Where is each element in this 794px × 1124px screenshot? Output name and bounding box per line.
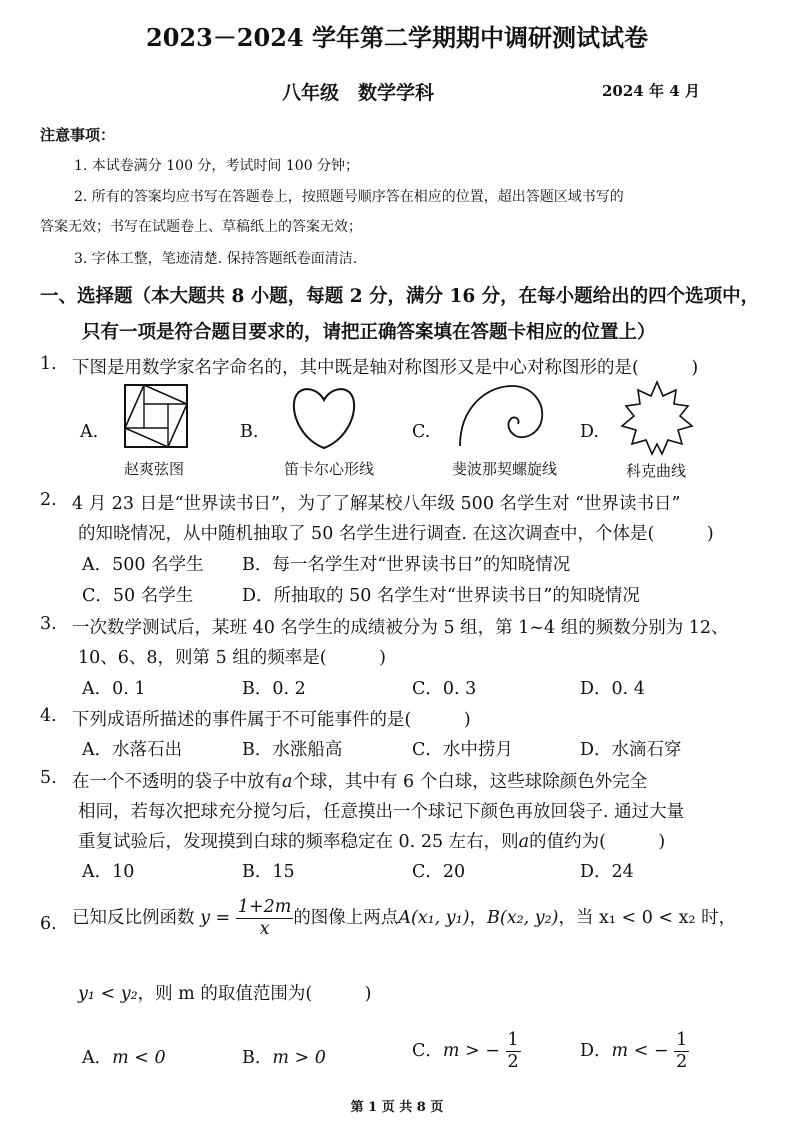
question-6-line2 [78,980,371,1005]
q5-line3-start: 重复试验后，发现摸到白球的频率稳定在 0. 25 左右，则 [78,832,519,852]
koch-snowflake-icon [620,380,694,460]
section-heading-line2: 只有一项是符合题目要求的，请把正确答案填在答题卡相应的位置上） [82,322,656,343]
q6-option-b [242,1044,326,1069]
q6-intro: 已知反比例函数 [72,908,195,928]
page-footer: 第 1 页 共 8 页 [350,1100,444,1115]
q3-option-b: B．0. 2 [242,679,306,699]
q5-option-c: C．20 [412,862,466,882]
fraction-numerator: 1 [676,1030,688,1050]
q6-option-c-fraction [506,1030,521,1073]
question-2-line1: 4 月 23 日是“世界读书日”，为了了解某校八年级 500 名学生对 “世界读书日” [72,494,681,514]
q3-option-a: A．0. 1 [82,679,146,699]
cardioid-curve-icon [292,384,356,450]
q6-option-a-label: A． [82,1048,113,1068]
question-number: 4. [40,706,57,726]
q4-option-b: B．水涨船高 [242,740,343,760]
q5-option-d: D．24 [580,862,634,882]
q2-option-a: A．500 名学生 [82,555,204,575]
q6-option-d-fraction [674,1030,689,1073]
fraction-denominator: x [259,919,270,939]
q6-option-a-value: m < 0 [112,1048,166,1068]
question-number: 1. [40,354,57,374]
q3-option-c: C．0. 3 [412,679,477,699]
q6-option-c-value: m > − [442,1041,500,1061]
fibonacci-spiral-icon [458,384,544,448]
q5-line3-end: 的值约为( ) [529,832,666,852]
question-3-line1: 一次数学测试后，某班 40 名学生的成绩被分为 5 组，第 1~4 组的频数分别为 12、 [72,618,729,638]
q6-option-b-label: B． [242,1048,273,1068]
q2-option-b: B．每一名学生对“世界读书日”的知晓情况 [242,555,571,575]
variable-a: a [282,772,293,792]
q2-option-d: D．所抽取的 50 名学生对“世界读书日”的知晓情况 [242,586,640,606]
q5-option-b: B．15 [242,862,295,882]
fraction-denominator: 2 [507,1052,519,1072]
q6-option-c [412,1030,521,1073]
q6-mid-text: 的图像上两点 [293,908,399,928]
q1-caption-c: 斐波那契螺旋线 [452,460,558,478]
question-6-line1 [72,897,736,940]
question-number: 5. [40,768,57,788]
q1-caption-b: 笛卡尔心形线 [284,460,375,478]
q1-caption-a: 赵爽弦图 [124,460,185,478]
note-1: 1. 本试卷满分 100 分，考试时间 100 分钟； [74,158,360,174]
note-3: 3. 字体工整，笔迹清楚. 保持答题纸卷面清洁. [74,251,358,267]
q6-option-b-value: m > 0 [272,1048,326,1068]
question-number: 3. [40,614,57,634]
fraction-numerator: 1 [507,1030,519,1050]
q6-line2-text: ，则 m 的取值范围为( ) [137,984,372,1004]
question-3-line2: 10、6、8，则第 5 组的频率是( ) [78,648,386,668]
notes-heading: 注意事项： [40,126,116,144]
q6-function-fraction [236,897,294,940]
q6-option-c-label: C． [412,1041,443,1061]
point-a: A(x₁, y₁) [398,908,470,928]
question-5-line3 [78,828,665,853]
q6-condition: ，当 x₁ < 0 < x₂ 时， [558,908,737,928]
variable-a: a [518,832,530,852]
q6-option-a [82,1044,166,1069]
zhao-shuang-diagram-icon [124,384,188,448]
question-5-line2: 相同，若每次把球充分搅匀后，任意摸出一个球记下颜色再放回袋子. 通过大量 [78,802,685,822]
q1-option-c-label: C. [412,422,431,442]
exam-date: 2024 年 4 月 [602,82,700,100]
question-number: 2. [40,490,57,510]
q6-option-d-label: D． [580,1041,612,1061]
question-2-line2: 的知晓情况，从中随机抽取了 50 名学生进行调查. 在这次调查中，个体是( ) [78,524,714,544]
q6-option-d [580,1030,689,1073]
q1-option-b-label: B. [240,422,259,442]
q6-y-equals: y = [200,908,231,928]
point-b: B(x₂, y₂) [487,908,559,928]
q3-option-d: D．0. 4 [580,679,645,699]
fraction-denominator: 2 [676,1052,688,1072]
q4-option-c: C．水中捞月 [412,740,513,760]
note-2: 2. 所有的答案均应书写在答题卷上，按照题号顺序答在相应的位置，超出答题区域书写的 [74,189,624,205]
q6-option-d-value: m < − [611,1041,669,1061]
q5-line1-end: 个球，其中有 6 个白球，这些球除颜色外完全 [292,772,648,792]
q5-option-a: A．10 [82,862,135,882]
section-heading-line1: 一、选择题（本大题共 8 小题，每题 2 分，满分 16 分，在每小题给出的四个选项中， [40,286,760,307]
fraction-numerator: 1+2m [237,897,292,917]
page-title: 2023－2024 学年第二学期期中调研测试试卷 [146,23,648,52]
q1-option-a-label: A. [80,422,99,442]
q4-option-d: D．水滴石穿 [580,740,682,760]
question-number: 6. [40,914,57,934]
question-5-line1 [72,768,647,793]
q6-separator: ， [469,908,488,928]
q1-option-d-label: D. [580,422,599,442]
grade-subject: 八年级 数学学科 [282,82,435,104]
q1-caption-d: 科克曲线 [626,462,687,480]
q4-option-a: A．水落石出 [82,740,183,760]
question-1-text: 下图是用数学家名字命名的，其中既是轴对称图形又是中心对称图形的是( ) [72,358,699,378]
q5-line1-start: 在一个不透明的袋子中放有 [72,772,282,792]
question-4-text: 下列成语所描述的事件属于不可能事件的是( ) [72,710,471,730]
q2-option-c: C．50 名学生 [82,586,194,606]
note-2-cont: 答案无效；书写在试题卷上、草稿纸上的答案无效； [40,219,362,235]
q6-inequality: y₁ < y₂ [78,984,138,1004]
